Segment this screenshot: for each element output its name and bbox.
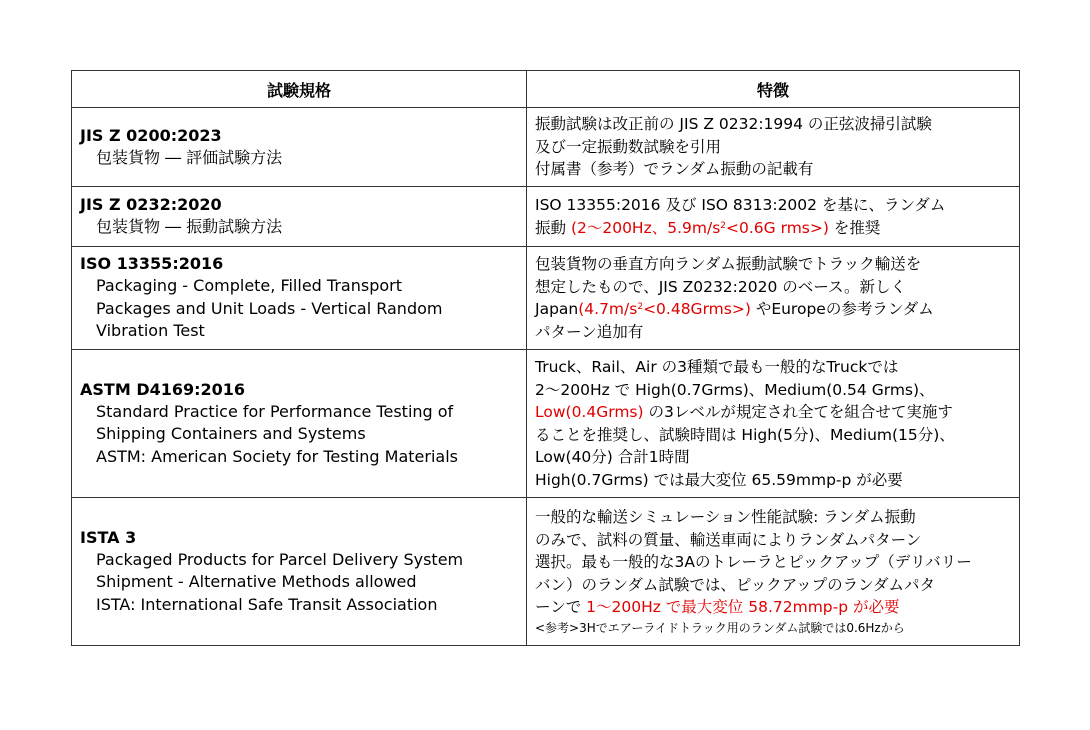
standard-description: Packaging - Complete, Filled Transport [96, 276, 402, 296]
feature-highlight: Low(0.4Grms) [535, 403, 644, 421]
standard-description: Packaged Products for Parcel Delivery System [96, 549, 464, 569]
features-cell [527, 187, 1020, 247]
feature-text: ーンで [535, 598, 587, 617]
feature-line [535, 401, 1013, 424]
header-test-standard: 試験規格 [72, 71, 527, 108]
standard-name: JIS Z 0200:2023 [80, 125, 222, 145]
standard-description: Standard Practice for Performance Testing of [96, 401, 454, 421]
standard-cell [72, 187, 527, 247]
reference-note: <参考>3Hでエアーライドトラック用のランダム試験では0.6Hzから [535, 620, 905, 635]
feature-highlight: (4.7m/s [578, 300, 638, 318]
feature-line: Low(40分) 合計1時間 [535, 448, 690, 466]
feature-highlight: (2～200Hz、5.9m/s [570, 218, 721, 237]
superscript: 2 [720, 220, 727, 231]
feature-line: バン）のランダム試験では、ピックアップのランダムパタ [535, 575, 936, 594]
feature-line [535, 298, 1013, 321]
feature-line: パターン追加有 [535, 322, 644, 341]
feature-line: ISO 13355:2016 及び ISO 8313:2002 を基に、ランダム [535, 196, 946, 214]
feature-line: のみで、試料の質量、輸送車両によりランダムパターン [535, 530, 922, 549]
table-row [72, 187, 1020, 247]
standard-cell [72, 247, 527, 350]
table-row [72, 247, 1020, 350]
feature-line: 包装貨物の垂直方向ランダム振動試験でトラック輸送を [535, 255, 922, 273]
feature-line: ることを推奨し、試験時間は High(5分)、Medium(15分)、 [535, 425, 955, 444]
standard-name: JIS Z 0232:2020 [80, 195, 222, 215]
feature-text: 振動 [535, 218, 571, 237]
superscript: 2 [637, 302, 644, 312]
feature-line: 選択。最も一般的な3Aのトレーラとピックアップ（デリバリー [535, 553, 972, 572]
standard-description: Shipment - Alternative Methods allowed [96, 572, 417, 592]
feature-line: 振動試験は改正前の JIS Z 0232:1994 の正弦波掃引試験 [535, 115, 932, 134]
feature-text: の3レベルが規定され全てを組合せて実施す [643, 403, 953, 421]
feature-line: 想定したもので、JIS Z0232:2020 のベース。新しく [535, 277, 906, 296]
header-features: 特徴 [527, 71, 1020, 108]
features-cell [527, 247, 1020, 350]
feature-line: 及び一定振動数試験を引用 [535, 137, 722, 156]
table-header-row [72, 71, 1020, 108]
feature-highlight: High(0.7Grms) では最大変位 65.59mmp-p が必要 [535, 470, 903, 489]
feature-line: Truck、Rail、Air の3種類で最も一般的なTruckでは [535, 358, 899, 376]
feature-line [535, 596, 1013, 619]
feature-line: 一般的な輸送シミュレーション性能試験: ランダム振動 [535, 508, 916, 527]
table-row [72, 350, 1020, 498]
standard-cell [72, 498, 527, 646]
standard-name: ASTM D4169:2016 [80, 379, 246, 399]
standard-description: ISTA: International Safe Transit Association [96, 594, 438, 614]
features-cell [527, 350, 1020, 498]
standard-description: ASTM: American Society for Testing Materials [96, 446, 458, 466]
feature-line [535, 217, 1013, 240]
feature-text: を推奨 [828, 218, 881, 237]
standard-description: 包装貨物 ― 評価試験方法 [96, 147, 283, 167]
standard-description: Shipping Containers and Systems [96, 424, 366, 444]
standard-cell [72, 350, 527, 498]
feature-text: やEuropeの参考ランダム [750, 300, 934, 318]
feature-line: 付属書（参考）でランダム振動の記載有 [535, 160, 814, 179]
standard-name: ISTA 3 [80, 527, 137, 547]
feature-highlight: <0.6G rms>) [726, 218, 829, 237]
table-row [72, 498, 1020, 646]
standard-cell [72, 108, 527, 187]
standard-name: ISO 13355:2016 [80, 254, 224, 274]
feature-highlight: 2～200Hz で High(0.7Grms)、Medium(0.54 Grms)、 [535, 380, 935, 399]
feature-highlight: 1～200Hz で最大変位 58.72mmp-p が必要 [586, 598, 900, 617]
standard-description: 包装貨物 ― 振動試験方法 [96, 217, 283, 237]
feature-text: Japan [535, 300, 579, 318]
standards-table [71, 70, 1020, 646]
standard-description: Vibration Test [96, 321, 205, 341]
features-cell [527, 498, 1020, 646]
standard-description: Packages and Unit Loads - Vertical Random [96, 298, 443, 318]
features-cell [527, 108, 1020, 187]
table-row [72, 108, 1020, 187]
feature-highlight: <0.48Grms>) [643, 300, 751, 318]
